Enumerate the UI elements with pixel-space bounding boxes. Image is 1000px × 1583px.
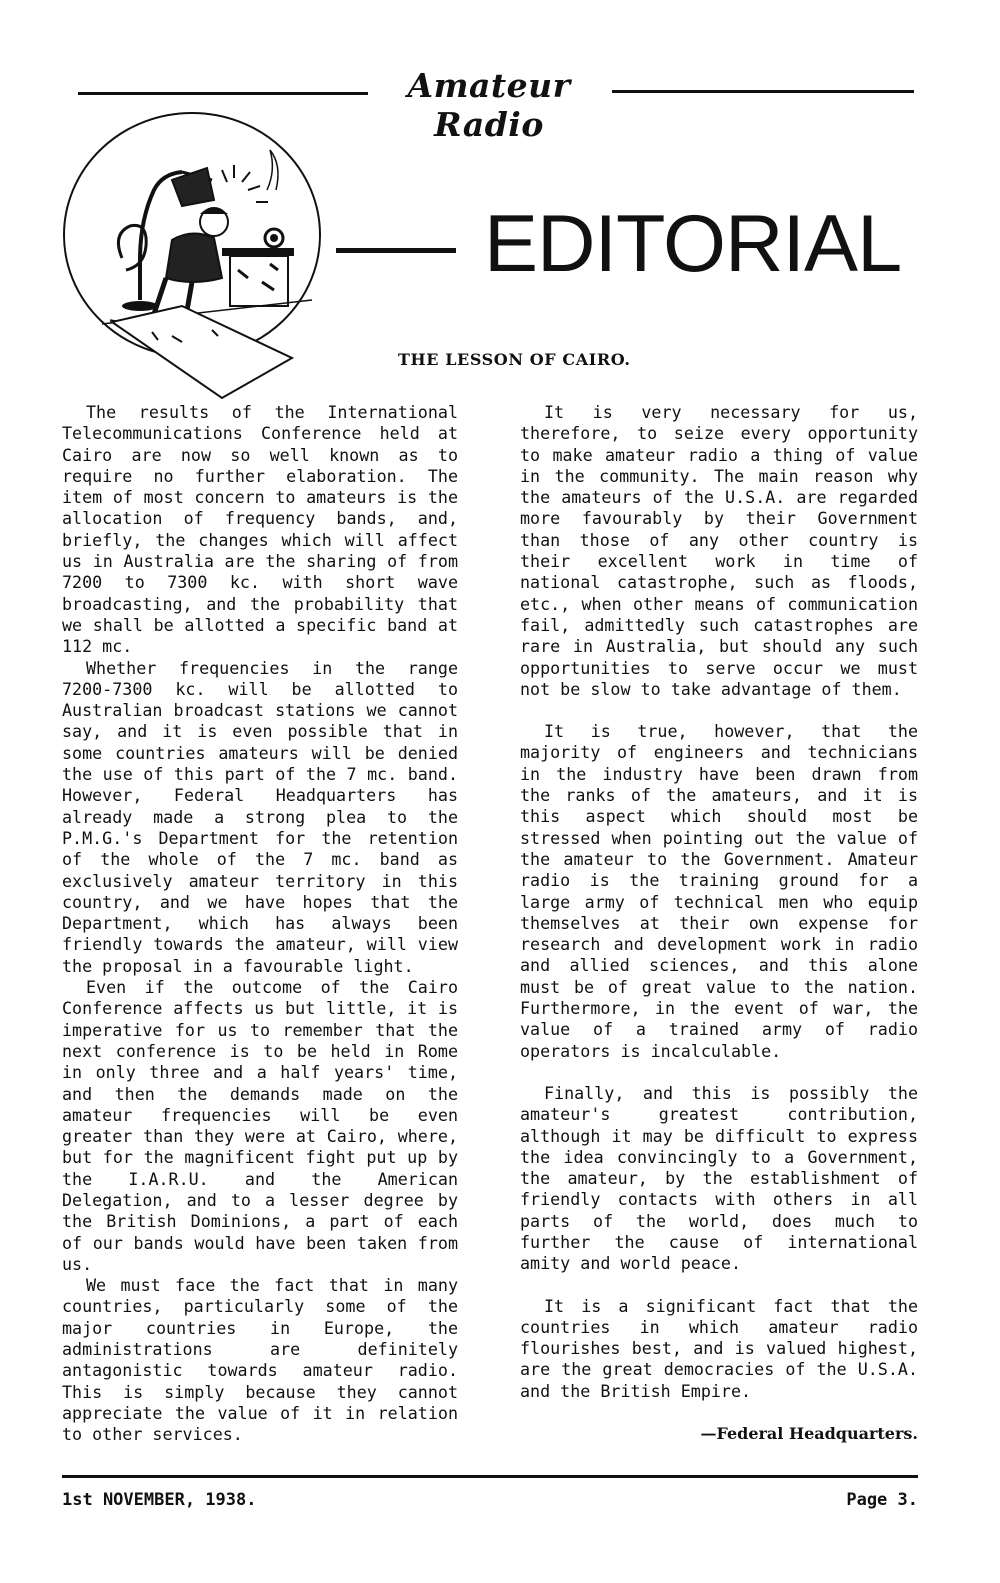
page-title: EDITORIAL [484, 199, 902, 289]
article-title: THE LESSON OF CAIRO. [398, 350, 631, 369]
article-paragraph: Even if the outcome of the Cairo Conference affects us but little, it is imperative for us to remember that the next conference is to be held in Rome in only three and a half years' time, and then the demands made on the amateur frequencies will be even greater than they were at Cairo, where, but for the magnificent fight put up by the I.A.R.U. and the American Delegation, and to a lesser degree by the British Dominions, a part of each of our bands would have been taken from us. [62, 977, 458, 1274]
article-paragraph: The results of the International Telecommunications Conference held at Cairo are now so well known as to require no further elaboration. The item of most concern to amateurs is the allocation of frequency bands, and, briefly, the changes which will affect us in Australia are the sharing of from 7200 to 7300 kc. with short wave broadcasting, and the probability that we shall be allotted a specific band at 112 mc. [62, 402, 458, 657]
article-signature: —Federal Headquarters. [700, 1424, 918, 1444]
masthead-rule-right [612, 90, 914, 93]
article-paragraph: It is very necessary for us, therefore, to seize every opportunity to make amateur radio a thing of value in the community. The main reason why the amateurs of the U.S.A. are regarded more favourably by their Government than those of any other country is their excellent work in time of national catastrophe, such as floods, etc., when other means of communication fail, admittedly such catastrophes are rare in Australia, but should any such opportunities to serve occur we must not be slow to take advantage of them. [520, 402, 918, 699]
footer-rule [62, 1475, 918, 1478]
page-number: Page 3. [846, 1490, 918, 1510]
article-paragraph: It is true, however, that the majority of engineers and technicians in the industry have been drawn from the ranks of the amateurs, and it is this aspect which should most be stressed when pointing out the value of the amateur to the Government. Amateur radio is the training ground for a large army of technical men who equip themselves at their own expense for research and development work in radio and allied sciences, and this alone must be of great value to the nation. Furthermore, in the event of war, the value of a trained army of radio operators is incalculable. [520, 721, 918, 1061]
article-paragraph: Whether frequencies in the range 7200-7300 kc. will be allotted to Australian broadcast stations we cannot say, and it is even possible that in some countries amateurs will be denied the use of this part of the 7 mc. band. However, Federal Headquarters has already made a strong plea to the P.M.G.'s Department for the retention of the whole of the 7 mc. band as exclusively amateur territory in this country, and we have hopes that the Department, which has always been friendly towards the amateur, will view the proposal in a favourable light. [62, 657, 458, 976]
title-dash-rule [336, 248, 456, 253]
article-column-right [520, 402, 918, 1465]
article-column-left [62, 402, 458, 1446]
radio-operator-cartoon-icon [62, 110, 332, 400]
masthead-rule-left [78, 92, 368, 95]
issue-date: 1st NOVEMBER, 1938. [62, 1490, 257, 1510]
article-paragraph: We must face the fact that in many countries, particularly some of the major countries in Europe, the administrations are definitely antagonistic towards amateur radio. This is simply because they cannot appreciate the value of it in relation to other services. [62, 1275, 458, 1445]
masthead-title: Amateur Radio [407, 66, 571, 144]
article-paragraph: Finally, and this is possibly the amateur's greatest contribution, although it may be difficult to express the idea convincingly to a Government, the amateur, by the establishment of friendly contacts with others in all parts of the world, does much to further the cause of international amity and world peace. [520, 1082, 918, 1274]
article-paragraph: It is a significant fact that the countries in which amateur radio flourishes best, and is valued highest, are the great democracies of the U.S.A. and the British Empire. [520, 1295, 918, 1401]
